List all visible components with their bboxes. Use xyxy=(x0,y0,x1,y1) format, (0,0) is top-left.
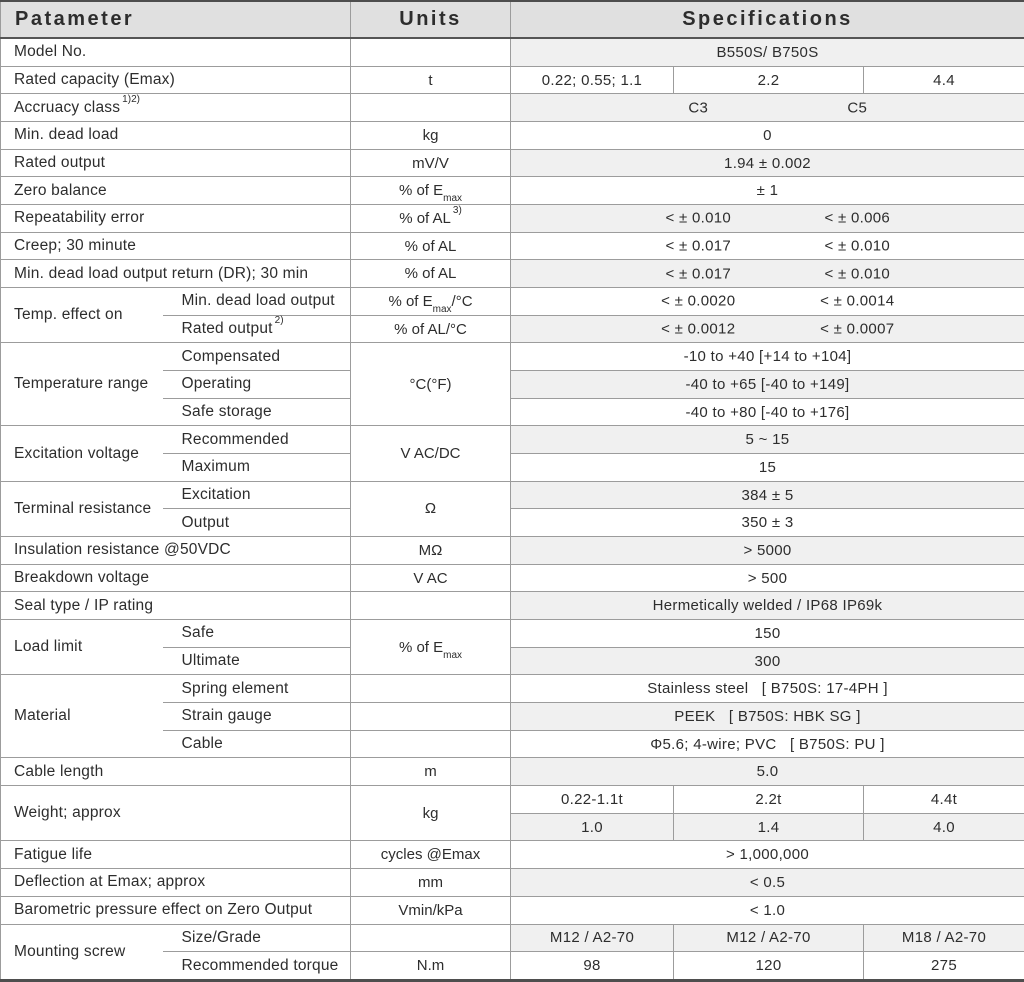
param-cell: Deflection at Emax; approx xyxy=(1,869,351,897)
unit-cell: % of AL $^{3)}$ xyxy=(351,205,511,233)
param-cell: Fatigue life xyxy=(1,841,351,869)
param-group-cell: Load limit xyxy=(1,620,163,675)
header-specifications: Specifications xyxy=(511,1,1024,38)
sub-param-cell: Safe storage xyxy=(163,398,351,426)
param-cell: Seal type / IP rating xyxy=(1,592,351,620)
header-parameter: Patameter xyxy=(1,1,351,38)
unit-cell: % of $E_{max}$ xyxy=(351,620,511,675)
param-cell: Rated output xyxy=(1,149,351,177)
spec-cell: 1.0 xyxy=(511,813,674,841)
sub-param-cell: Rated output $^{2)}$ xyxy=(163,315,351,343)
param-group-cell: Excitation voltage xyxy=(1,426,163,481)
spec-cell: 2.2 xyxy=(674,66,864,94)
spec-cell: ± 1 xyxy=(511,177,1024,205)
spec-cell: < 0.5 xyxy=(511,869,1024,897)
param-group-cell: Material xyxy=(1,675,163,758)
spec-cell: 2.2t xyxy=(674,786,864,814)
table-row xyxy=(1,288,1024,316)
sub-param-cell: Safe xyxy=(163,620,351,648)
param-cell: Creep; 30 minute xyxy=(1,232,351,260)
header-row xyxy=(1,1,1024,38)
spec-cell: 0.22; 0.55; 1.1 xyxy=(511,66,674,94)
unit-cell: V AC xyxy=(351,564,511,592)
param-group-cell: Terminal resistance xyxy=(1,481,163,536)
param-group-cell: Mounting screw xyxy=(1,924,163,980)
spec-cell: M18 / A2-70 xyxy=(864,924,1024,952)
table-row xyxy=(1,786,1024,814)
param-cell: Accruacy class $^{1)2)}$ xyxy=(1,94,351,122)
param-cell: Cable length xyxy=(1,758,351,786)
unit-cell: t xyxy=(351,66,511,94)
table-row xyxy=(1,343,1024,371)
unit-cell: % of $E_{max}/^\circ C$ xyxy=(351,288,511,316)
table-row xyxy=(1,592,1024,620)
spec-cell: 1.4 xyxy=(674,813,864,841)
table-row xyxy=(1,896,1024,924)
param-cell: Zero balance xyxy=(1,177,351,205)
sub-param-cell: Output xyxy=(163,509,351,537)
table-row xyxy=(1,122,1024,150)
table-row xyxy=(1,149,1024,177)
spec-cell: 120 xyxy=(674,952,864,981)
sub-param-cell: Excitation xyxy=(163,481,351,509)
unit-cell: % of $E_{max}$ xyxy=(351,177,511,205)
spec-cell: < ± 0.017 < ± 0.010 xyxy=(511,232,1024,260)
table-row xyxy=(1,205,1024,233)
spec-cell: < ± 0.017 < ± 0.010 xyxy=(511,260,1024,288)
spec-cell: 300 xyxy=(511,647,1024,675)
spec-cell: > 5000 xyxy=(511,537,1024,565)
table-row xyxy=(1,481,1024,509)
spec-cell: PEEK [ B750S: HBK SG ] xyxy=(511,703,1024,731)
spec-cell: C3 C5 xyxy=(511,94,1024,122)
unit-cell xyxy=(351,94,511,122)
spec-cell: 4.0 xyxy=(864,813,1024,841)
spec-cell: 384 ± 5 xyxy=(511,481,1024,509)
table-row xyxy=(1,177,1024,205)
unit-cell: mV/V xyxy=(351,149,511,177)
param-cell: Insulation resistance @50VDC xyxy=(1,537,351,565)
unit-cell: mm xyxy=(351,869,511,897)
spec-cell: 15 xyxy=(511,454,1024,482)
spec-cell: 0 xyxy=(511,122,1024,150)
spec-cell: M12 / A2-70 xyxy=(511,924,674,952)
unit-cell xyxy=(351,703,511,731)
unit-cell: kg xyxy=(351,122,511,150)
spec-cell: < 1.0 xyxy=(511,896,1024,924)
spec-cell: < ± 0.0012 < ± 0.0007 xyxy=(511,315,1024,343)
unit-cell: % of AL xyxy=(351,260,511,288)
param-group-cell: Temp. effect on xyxy=(1,288,163,343)
sub-param-cell: Operating xyxy=(163,371,351,399)
spec-cell: 1.94 ± 0.002 xyxy=(511,149,1024,177)
unit-cell: MΩ xyxy=(351,537,511,565)
table-row xyxy=(1,675,1024,703)
unit-cell: kg xyxy=(351,786,511,841)
table-row xyxy=(1,426,1024,454)
spec-cell: > 500 xyxy=(511,564,1024,592)
table-row xyxy=(1,38,1024,66)
unit-cell: Vmin/kPa xyxy=(351,896,511,924)
spec-cell: B550S/ B750S xyxy=(511,38,1024,66)
table-row xyxy=(1,869,1024,897)
unit-cell xyxy=(351,675,511,703)
unit-cell: N.m xyxy=(351,952,511,981)
spec-cell: < ± 0.010 < ± 0.006 xyxy=(511,205,1024,233)
param-group-cell: Weight; approx xyxy=(1,786,351,841)
table-row xyxy=(1,94,1024,122)
unit-cell: % of AL/°C xyxy=(351,315,511,343)
unit-cell: V AC/DC xyxy=(351,426,511,481)
spec-cell: 150 xyxy=(511,620,1024,648)
table-row xyxy=(1,537,1024,565)
spec-cell: 350 ± 3 xyxy=(511,509,1024,537)
table-row xyxy=(1,620,1024,648)
spec-cell: Φ5.6; 4-wire; PVC [ B750S: PU ] xyxy=(511,730,1024,758)
unit-cell: Ω xyxy=(351,481,511,536)
param-cell: Breakdown voltage xyxy=(1,564,351,592)
header-units: Units xyxy=(351,1,511,38)
param-cell: Repeatability error xyxy=(1,205,351,233)
spec-cell: -40 to +80 [-40 to +176] xyxy=(511,398,1024,426)
param-cell: Min. dead load xyxy=(1,122,351,150)
unit-cell: °C(°F) xyxy=(351,343,511,426)
param-cell xyxy=(1,38,351,66)
spec-cell: < ± 0.0020 < ± 0.0014 xyxy=(511,288,1024,316)
table-row xyxy=(1,66,1024,94)
param-group-cell: Temperature range xyxy=(1,343,163,426)
unit-cell xyxy=(351,592,511,620)
spec-cell: 0.22-1.1t xyxy=(511,786,674,814)
spec-cell: -10 to +40 [+14 to +104] xyxy=(511,343,1024,371)
sub-param-cell: Compensated xyxy=(163,343,351,371)
spec-cell: 98 xyxy=(511,952,674,981)
spec-cell: > 1,000,000 xyxy=(511,841,1024,869)
table-row xyxy=(1,924,1024,952)
spec-cell: 4.4t xyxy=(864,786,1024,814)
unit-cell: cycles @Emax xyxy=(351,841,511,869)
spec-cell: 4.4 xyxy=(864,66,1024,94)
table-row xyxy=(1,232,1024,260)
spec-cell: 275 xyxy=(864,952,1024,981)
unit-cell: m xyxy=(351,758,511,786)
table-row xyxy=(1,260,1024,288)
spec-cell: 5 ~ 15 xyxy=(511,426,1024,454)
spec-cell: Stainless steel [ B750S: 17-4PH ] xyxy=(511,675,1024,703)
unit-cell xyxy=(351,924,511,952)
sub-param-cell: Recommended xyxy=(163,426,351,454)
param-cell: Min. dead load output return (DR); 30 min xyxy=(1,260,351,288)
spec-cell: Hermetically welded / IP68 IP69k xyxy=(511,592,1024,620)
sub-param-cell: Spring element xyxy=(163,675,351,703)
unit-cell xyxy=(351,38,511,66)
sub-param-cell: Recommended torque xyxy=(163,952,351,981)
param-cell: Rated capacity (Emax) xyxy=(1,66,351,94)
spec-cell: M12 / A2-70 xyxy=(674,924,864,952)
table-row xyxy=(1,758,1024,786)
sub-param-cell: Size/Grade xyxy=(163,924,351,952)
sub-param-cell: Strain gauge xyxy=(163,703,351,731)
spec-cell: 5.0 xyxy=(511,758,1024,786)
unit-cell: % of AL xyxy=(351,232,511,260)
table-row xyxy=(1,841,1024,869)
sub-param-cell: Ultimate xyxy=(163,647,351,675)
param-cell: Barometric pressure effect on Zero Output xyxy=(1,896,351,924)
table-row xyxy=(1,564,1024,592)
sub-param-cell: Cable xyxy=(163,730,351,758)
spec-cell: -40 to +65 [-40 to +149] xyxy=(511,371,1024,399)
param-label: Model No. xyxy=(14,43,86,60)
sub-param-cell: Min. dead load output xyxy=(163,288,351,316)
sub-param-cell: Maximum xyxy=(163,454,351,482)
unit-cell xyxy=(351,730,511,758)
